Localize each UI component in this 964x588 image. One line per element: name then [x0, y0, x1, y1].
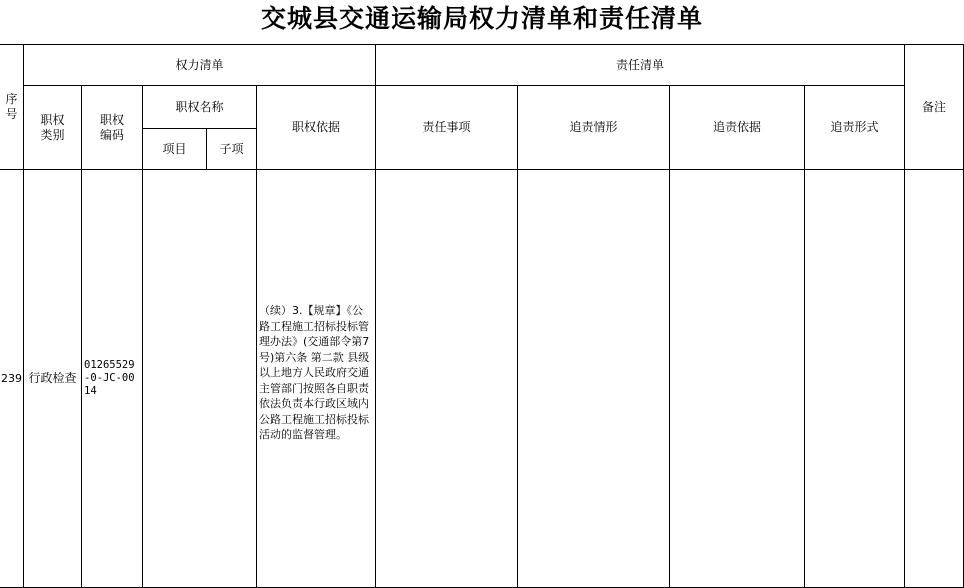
header-power-basis: 职权依据: [291, 120, 340, 134]
header-power-name: 职权名称: [175, 99, 224, 114]
row-sub-item: [207, 170, 256, 587]
header-seq: 序号: [5, 92, 18, 121]
header-accountability-cases: 追责情形: [569, 120, 618, 134]
row-accountability-form: [805, 170, 904, 587]
row-seq: 239: [1, 372, 22, 385]
row-item: [143, 170, 206, 587]
row-remarks: [905, 170, 963, 587]
row-accountability-cases: [518, 170, 669, 587]
header-power-list: 权力清单: [175, 57, 224, 72]
header-accountability-basis: 追责依据: [712, 120, 761, 134]
header-power-type: 职权类别: [40, 112, 65, 142]
header-accountability-form: 追责形式: [830, 120, 879, 134]
page-title: 交城县交通运输局权力清单和责任清单: [260, 4, 703, 33]
header-power-code: 职权编码: [99, 112, 124, 142]
header-sub-item: 子项: [219, 141, 244, 156]
row-resp-matters: [376, 170, 517, 587]
header-responsibility-list: 责任清单: [615, 57, 664, 72]
row-power-basis: （续）3.【规章】《公路工程施工招标投标管理办法》(交通部令第7号)第六条 第二款 县级以上地方人民政府交通主管部门按照各自职责依法负责本行政区域内公路工程施工招标投标活动的监督管理。: [259, 304, 370, 441]
header-remarks: 备注: [921, 99, 946, 114]
header-resp-matters: 责任事项: [422, 120, 471, 134]
header-item: 项目: [162, 141, 187, 156]
row-power-type: 行政检查: [28, 371, 77, 385]
row-accountability-basis: [670, 170, 804, 587]
row-power-code: 01265529-0-JC-0014: [84, 359, 135, 397]
